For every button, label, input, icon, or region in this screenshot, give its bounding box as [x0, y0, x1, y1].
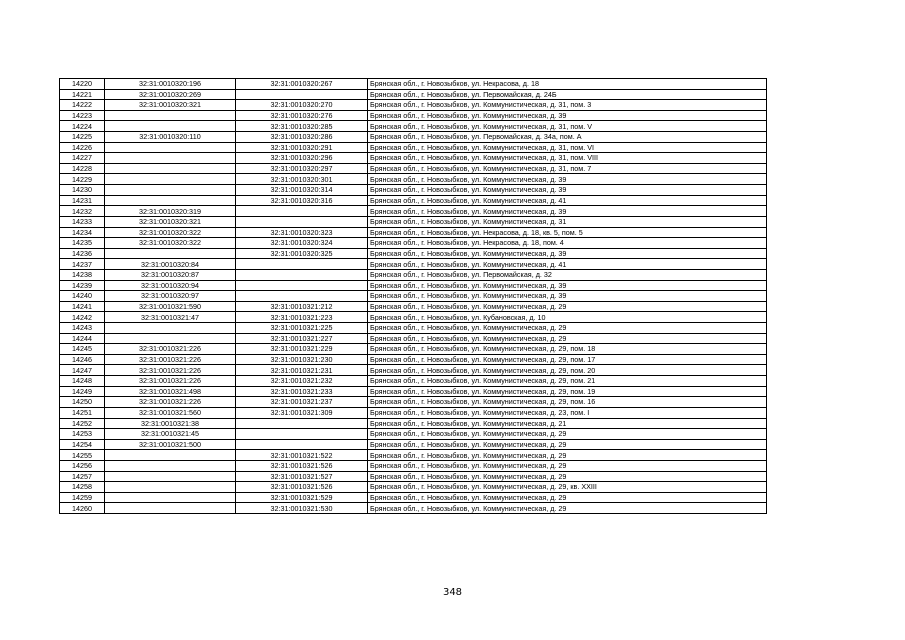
address-cell: Брянская обл., г. Новозыбков, ул. Коммунистическая, д. 39 [368, 291, 767, 302]
table-row [60, 248, 767, 259]
cadastral-number-cell [105, 333, 236, 344]
cadastral-number-cell: 32:31:0010321:309 [236, 407, 368, 418]
cadastral-number-cell [236, 439, 368, 450]
table-row [60, 397, 767, 408]
row-number-cell: 14252 [60, 418, 105, 429]
cadastral-number-cell [105, 450, 236, 461]
cadastral-number-cell [236, 418, 368, 429]
row-number-cell: 14260 [60, 503, 105, 514]
table-row [60, 291, 767, 302]
table-row [60, 450, 767, 461]
cadastral-number-cell: 32:31:0010321:212 [236, 301, 368, 312]
row-number-cell: 14256 [60, 460, 105, 471]
address-cell: Брянская обл., г. Новозыбков, ул. Коммунистическая, д. 29, пом. 19 [368, 386, 767, 397]
address-cell: Брянская обл., г. Новозыбков, ул. Коммунистическая, д. 29, пом. 21 [368, 376, 767, 387]
row-number-cell: 14259 [60, 492, 105, 503]
cadastral-number-cell: 32:31:0010320:84 [105, 259, 236, 270]
cadastral-number-cell: 32:31:0010321:560 [105, 407, 236, 418]
cadastral-number-cell: 32:31:0010320:267 [236, 79, 368, 90]
cadastral-number-cell: 32:31:0010320:291 [236, 142, 368, 153]
cadastral-number-cell: 32:31:0010321:233 [236, 386, 368, 397]
table-body [60, 79, 767, 514]
table-row [60, 142, 767, 153]
cadastral-number-cell [236, 291, 368, 302]
table-row [60, 153, 767, 164]
address-cell: Брянская обл., г. Новозыбков, ул. Коммунистическая, д. 31, пом. VI [368, 142, 767, 153]
row-number-cell: 14235 [60, 238, 105, 249]
table-row [60, 259, 767, 270]
row-number-cell: 14258 [60, 482, 105, 493]
table-row [60, 429, 767, 440]
row-number-cell: 14248 [60, 376, 105, 387]
row-number-cell: 14255 [60, 450, 105, 461]
property-registry-table [59, 78, 767, 514]
row-number-cell: 14228 [60, 163, 105, 174]
table-row [60, 216, 767, 227]
row-number-cell: 14257 [60, 471, 105, 482]
table-row [60, 121, 767, 132]
cadastral-number-cell: 32:31:0010321:529 [236, 492, 368, 503]
cadastral-number-cell: 32:31:0010320:296 [236, 153, 368, 164]
cadastral-number-cell: 32:31:0010321:237 [236, 397, 368, 408]
row-number-cell: 14237 [60, 259, 105, 270]
cadastral-number-cell: 32:31:0010320:286 [236, 132, 368, 143]
cadastral-number-cell [105, 492, 236, 503]
address-cell: Брянская обл., г. Новозыбков, ул. Некрасова, д. 18, кв. 5, пом. 5 [368, 227, 767, 238]
address-cell: Брянская обл., г. Новозыбков, ул. Коммунистическая, д. 29, пом. 20 [368, 365, 767, 376]
row-number-cell: 14231 [60, 195, 105, 206]
cadastral-number-cell: 32:31:0010320:297 [236, 163, 368, 174]
cadastral-number-cell: 32:31:0010321:223 [236, 312, 368, 323]
table-row [60, 132, 767, 143]
cadastral-number-cell [236, 206, 368, 217]
row-number-cell: 14247 [60, 365, 105, 376]
address-cell: Брянская обл., г. Новозыбков, ул. Первомайская, д. 34а, пом. А [368, 132, 767, 143]
address-cell: Брянская обл., г. Новозыбков, ул. Кубановская, д. 10 [368, 312, 767, 323]
row-number-cell: 14229 [60, 174, 105, 185]
address-cell: Брянская обл., г. Новозыбков, ул. Коммунистическая, д. 29 [368, 333, 767, 344]
table-row [60, 280, 767, 291]
address-cell: Брянская обл., г. Новозыбков, ул. Коммунистическая, д. 29, пом. 18 [368, 344, 767, 355]
cadastral-number-cell [105, 163, 236, 174]
cadastral-number-cell [236, 280, 368, 291]
address-cell: Брянская обл., г. Новозыбков, ул. Коммунистическая, д. 39 [368, 280, 767, 291]
table-row [60, 195, 767, 206]
cadastral-number-cell [236, 216, 368, 227]
cadastral-number-cell [105, 460, 236, 471]
page-number: 348 [442, 587, 463, 598]
address-cell: Брянская обл., г. Новозыбков, ул. Коммунистическая, д. 29 [368, 503, 767, 514]
address-cell: Брянская обл., г. Новозыбков, ул. Коммунистическая, д. 29 [368, 429, 767, 440]
cadastral-number-cell: 32:31:0010320:196 [105, 79, 236, 90]
table-row [60, 333, 767, 344]
row-number-cell: 14230 [60, 185, 105, 196]
cadastral-number-cell [105, 471, 236, 482]
address-cell: Брянская обл., г. Новозыбков, ул. Коммунистическая, д. 29, пом. 17 [368, 354, 767, 365]
row-number-cell: 14249 [60, 386, 105, 397]
row-number-cell: 14233 [60, 216, 105, 227]
cadastral-number-cell: 32:31:0010321:500 [105, 439, 236, 450]
cadastral-number-cell: 32:31:0010320:314 [236, 185, 368, 196]
table-row [60, 482, 767, 493]
table-row [60, 312, 767, 323]
cadastral-number-cell [105, 153, 236, 164]
address-cell: Брянская обл., г. Новозыбков, ул. Коммунистическая, д. 29 [368, 323, 767, 334]
cadastral-number-cell [105, 503, 236, 514]
row-number-cell: 14234 [60, 227, 105, 238]
address-cell: Брянская обл., г. Новозыбков, ул. Коммунистическая, д. 39 [368, 110, 767, 121]
address-cell: Брянская обл., г. Новозыбков, ул. Первомайская, д. 24Б [368, 89, 767, 100]
row-number-cell: 14244 [60, 333, 105, 344]
cadastral-number-cell [105, 185, 236, 196]
cadastral-number-cell: 32:31:0010320:322 [105, 227, 236, 238]
cadastral-number-cell: 32:31:0010320:87 [105, 269, 236, 280]
table-row [60, 376, 767, 387]
cadastral-number-cell: 32:31:0010320:94 [105, 280, 236, 291]
table-row [60, 89, 767, 100]
row-number-cell: 14253 [60, 429, 105, 440]
cadastral-number-cell: 32:31:0010321:527 [236, 471, 368, 482]
address-cell: Брянская обл., г. Новозыбков, ул. Коммунистическая, д. 39 [368, 248, 767, 259]
address-cell: Брянская обл., г. Новозыбков, ул. Коммунистическая, д. 29 [368, 492, 767, 503]
cadastral-number-cell: 32:31:0010320:276 [236, 110, 368, 121]
cadastral-number-cell [236, 269, 368, 280]
address-cell: Брянская обл., г. Новозыбков, ул. Некрасова, д. 18 [368, 79, 767, 90]
cadastral-number-cell: 32:31:0010321:226 [105, 344, 236, 355]
row-number-cell: 14246 [60, 354, 105, 365]
cadastral-number-cell [105, 110, 236, 121]
address-cell: Брянская обл., г. Новозыбков, ул. Коммунистическая, д. 23, пом. I [368, 407, 767, 418]
cadastral-number-cell: 32:31:0010320:321 [105, 100, 236, 111]
table-row [60, 238, 767, 249]
cadastral-number-cell: 32:31:0010321:47 [105, 312, 236, 323]
cadastral-number-cell: 32:31:0010321:530 [236, 503, 368, 514]
cadastral-number-cell: 32:31:0010321:230 [236, 354, 368, 365]
cadastral-number-cell: 32:31:0010321:590 [105, 301, 236, 312]
table-row [60, 354, 767, 365]
address-cell: Брянская обл., г. Новозыбков, ул. Коммунистическая, д. 29 [368, 301, 767, 312]
table-row [60, 323, 767, 334]
table-row [60, 460, 767, 471]
cadastral-number-cell: 32:31:0010320:324 [236, 238, 368, 249]
address-cell: Брянская обл., г. Новозыбков, ул. Коммунистическая, д. 29 [368, 439, 767, 450]
row-number-cell: 14239 [60, 280, 105, 291]
row-number-cell: 14254 [60, 439, 105, 450]
row-number-cell: 14242 [60, 312, 105, 323]
cadastral-number-cell: 32:31:0010321:226 [105, 397, 236, 408]
table-row [60, 185, 767, 196]
cadastral-number-cell: 32:31:0010320:323 [236, 227, 368, 238]
cadastral-number-cell [105, 195, 236, 206]
address-cell: Брянская обл., г. Новозыбков, ул. Коммунистическая, д. 41 [368, 259, 767, 270]
cadastral-number-cell: 32:31:0010320:301 [236, 174, 368, 185]
address-cell: Брянская обл., г. Новозыбков, ул. Коммунистическая, д. 39 [368, 174, 767, 185]
cadastral-number-cell: 32:31:0010321:522 [236, 450, 368, 461]
cadastral-number-cell: 32:31:0010320:319 [105, 206, 236, 217]
cadastral-number-cell [105, 323, 236, 334]
address-cell: Брянская обл., г. Новозыбков, ул. Некрасова, д. 18, пом. 4 [368, 238, 767, 249]
row-number-cell: 14238 [60, 269, 105, 280]
row-number-cell: 14240 [60, 291, 105, 302]
cadastral-number-cell: 32:31:0010321:227 [236, 333, 368, 344]
address-cell: Брянская обл., г. Новозыбков, ул. Коммунистическая, д. 39 [368, 185, 767, 196]
address-cell: Брянская обл., г. Новозыбков, ул. Коммунистическая, д. 29 [368, 471, 767, 482]
row-number-cell: 14251 [60, 407, 105, 418]
cadastral-number-cell: 32:31:0010320:322 [105, 238, 236, 249]
table-row [60, 344, 767, 355]
cadastral-number-cell: 32:31:0010321:498 [105, 386, 236, 397]
cadastral-number-cell: 32:31:0010321:225 [236, 323, 368, 334]
address-cell: Брянская обл., г. Новозыбков, ул. Коммунистическая, д. 29, кв. XXIII [368, 482, 767, 493]
cadastral-number-cell: 32:31:0010321:526 [236, 482, 368, 493]
cadastral-number-cell: 32:31:0010321:226 [105, 354, 236, 365]
cadastral-number-cell: 32:31:0010320:270 [236, 100, 368, 111]
cadastral-number-cell [105, 142, 236, 153]
cadastral-number-cell: 32:31:0010321:526 [236, 460, 368, 471]
row-number-cell: 14222 [60, 100, 105, 111]
table-row [60, 471, 767, 482]
table-row [60, 301, 767, 312]
table-row [60, 227, 767, 238]
table-row [60, 365, 767, 376]
cadastral-number-cell: 32:31:0010320:325 [236, 248, 368, 259]
cadastral-number-cell: 32:31:0010320:269 [105, 89, 236, 100]
table-row [60, 439, 767, 450]
table-row [60, 163, 767, 174]
cadastral-number-cell [105, 174, 236, 185]
row-number-cell: 14220 [60, 79, 105, 90]
cadastral-number-cell: 32:31:0010321:226 [105, 376, 236, 387]
address-cell: Брянская обл., г. Новозыбков, ул. Коммунистическая, д. 39 [368, 206, 767, 217]
row-number-cell: 14224 [60, 121, 105, 132]
row-number-cell: 14236 [60, 248, 105, 259]
table-row [60, 206, 767, 217]
cadastral-number-cell: 32:31:0010320:97 [105, 291, 236, 302]
address-cell: Брянская обл., г. Новозыбков, ул. Коммунистическая, д. 31 [368, 216, 767, 227]
cadastral-number-cell: 32:31:0010320:285 [236, 121, 368, 132]
cadastral-number-cell [236, 429, 368, 440]
row-number-cell: 14223 [60, 110, 105, 121]
table-row [60, 269, 767, 280]
row-number-cell: 14225 [60, 132, 105, 143]
row-number-cell: 14245 [60, 344, 105, 355]
cadastral-number-cell: 32:31:0010321:45 [105, 429, 236, 440]
table-row [60, 407, 767, 418]
address-cell: Брянская обл., г. Новозыбков, ул. Коммунистическая, д. 29 [368, 460, 767, 471]
cadastral-number-cell [236, 89, 368, 100]
row-number-cell: 14227 [60, 153, 105, 164]
table-row [60, 79, 767, 90]
address-cell: Брянская обл., г. Новозыбков, ул. Коммунистическая, д. 31, пом. V [368, 121, 767, 132]
table-row [60, 492, 767, 503]
table-row [60, 503, 767, 514]
row-number-cell: 14250 [60, 397, 105, 408]
table-row [60, 100, 767, 111]
address-cell: Брянская обл., г. Новозыбков, ул. Коммунистическая, д. 31, пом. 3 [368, 100, 767, 111]
cadastral-number-cell [105, 482, 236, 493]
table-row [60, 110, 767, 121]
cadastral-number-cell: 32:31:0010321:232 [236, 376, 368, 387]
cadastral-number-cell: 32:31:0010320:110 [105, 132, 236, 143]
row-number-cell: 14226 [60, 142, 105, 153]
address-cell: Брянская обл., г. Новозыбков, ул. Коммунистическая, д. 31, пом. 7 [368, 163, 767, 174]
address-cell: Брянская обл., г. Новозыбков, ул. Коммунистическая, д. 21 [368, 418, 767, 429]
cadastral-number-cell: 32:31:0010321:38 [105, 418, 236, 429]
address-cell: Брянская обл., г. Новозыбков, ул. Первомайская, д. 32 [368, 269, 767, 280]
table-row [60, 174, 767, 185]
cadastral-number-cell: 32:31:0010320:316 [236, 195, 368, 206]
cadastral-number-cell: 32:31:0010321:226 [105, 365, 236, 376]
table-row [60, 386, 767, 397]
cadastral-number-cell [236, 259, 368, 270]
cadastral-number-cell [105, 248, 236, 259]
table-row [60, 418, 767, 429]
cadastral-number-cell: 32:31:0010321:231 [236, 365, 368, 376]
row-number-cell: 14232 [60, 206, 105, 217]
address-cell: Брянская обл., г. Новозыбков, ул. Коммунистическая, д. 29, пом. 16 [368, 397, 767, 408]
cadastral-number-cell: 32:31:0010321:229 [236, 344, 368, 355]
row-number-cell: 14243 [60, 323, 105, 334]
address-cell: Брянская обл., г. Новозыбков, ул. Коммунистическая, д. 29 [368, 450, 767, 461]
row-number-cell: 14221 [60, 89, 105, 100]
address-cell: Брянская обл., г. Новозыбков, ул. Коммунистическая, д. 31, пом. VIII [368, 153, 767, 164]
address-cell: Брянская обл., г. Новозыбков, ул. Коммунистическая, д. 41 [368, 195, 767, 206]
cadastral-number-cell: 32:31:0010320:321 [105, 216, 236, 227]
row-number-cell: 14241 [60, 301, 105, 312]
cadastral-number-cell [105, 121, 236, 132]
